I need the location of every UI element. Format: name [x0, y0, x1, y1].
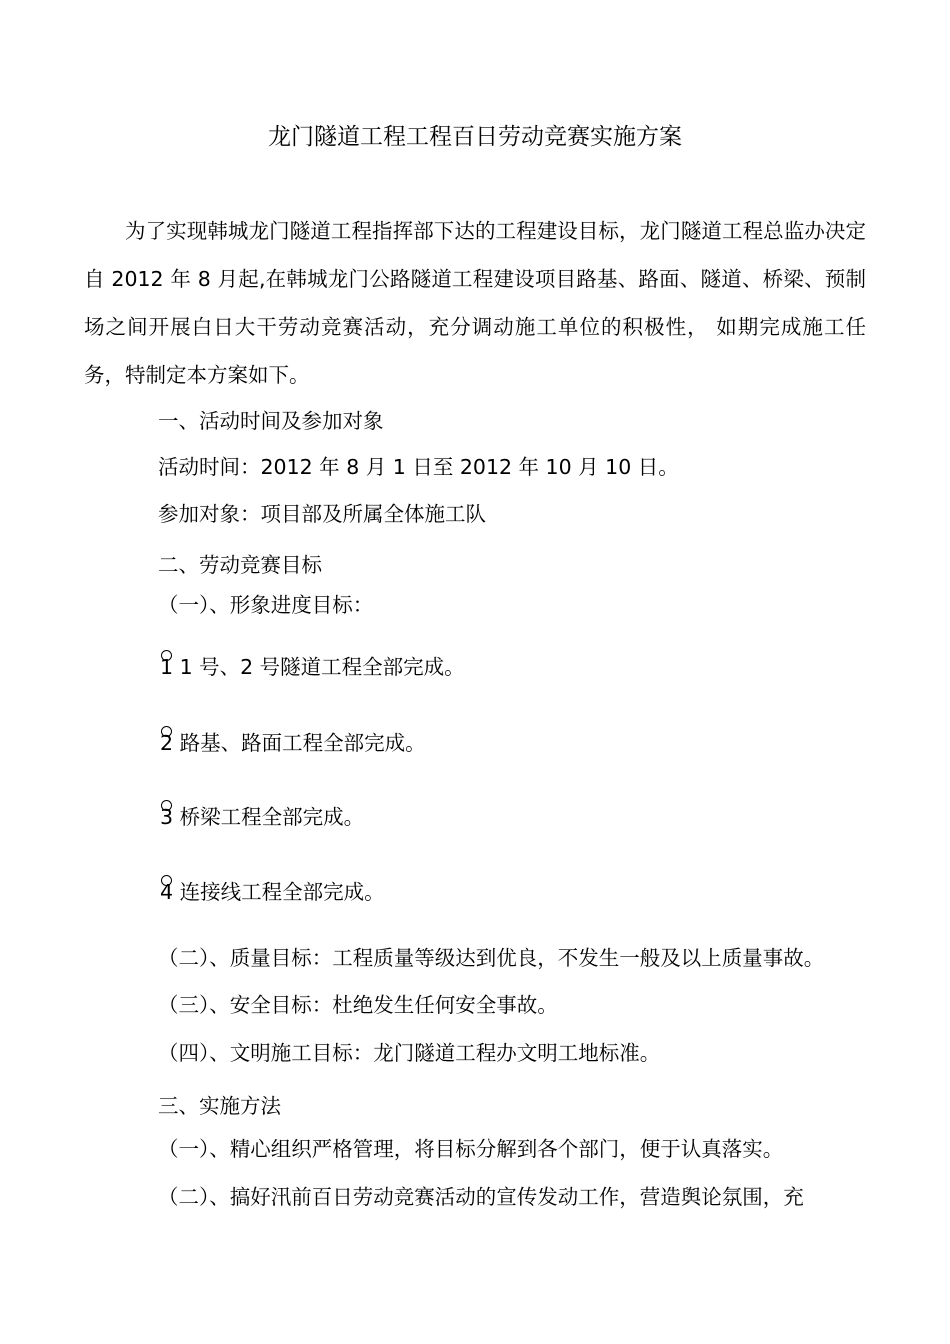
civilized-construction-goal: （四）、文明施工目标：龙门隧道工程办文明工地标准。	[158, 1041, 661, 1065]
intro-paragraph: 为了实现韩城龙门隧道工程指挥部下达的工程建设目标，龙门隧道工程总监办决定自 2012 年 8 月起,在韩城龙门公路隧道工程建设项目路基、路面、隧道、桥梁、预制场之间开展白日大干劳动竞赛活动，充分调动施工单位的积极性， 如期完成施工任务，特制定本方案如下。	[84, 219, 866, 387]
goal-item-1	[160, 652, 465, 682]
item-text: 1 号、2 号隧道工程全部完成。	[173, 655, 465, 679]
item-number: 4	[160, 877, 173, 907]
item-number: 2	[160, 728, 173, 758]
goal-item-3	[160, 802, 364, 832]
goal-item-4	[160, 877, 385, 907]
safety-goal: （三）、安全目标：杜绝发生任何安全事故。	[158, 993, 558, 1017]
section2-heading: 二、劳动竞赛目标	[158, 553, 322, 577]
quality-goal: （二）、质量目标：工程质量等级达到优良，不发生一般及以上质量事故。	[158, 946, 825, 970]
section1-heading: 一、活动时间及参加对象	[158, 409, 384, 433]
method-1: （一）、精心组织严格管理，将目标分解到各个部门，便于认真落实。	[158, 1137, 784, 1161]
item-number: 3	[160, 802, 173, 832]
progress-goal-heading: （一）、形象进度目标：	[158, 593, 374, 617]
item-text: 连接线工程全部完成。	[173, 880, 385, 904]
method-2: （二）、搞好汛前百日劳动竞赛活动的宣传发动工作，营造舆论氛围，充	[158, 1185, 804, 1209]
goal-item-2	[160, 728, 426, 758]
item-text: 桥梁工程全部完成。	[173, 805, 365, 829]
participants: 参加对象：项目部及所属全体施工队	[158, 502, 486, 526]
activity-time: 活动时间：2012 年 8 月 1 日至 2012 年 10 月 10 日。	[158, 455, 679, 479]
document-title: 龙门隧道工程工程百日劳动竞赛实施方案	[268, 124, 682, 150]
section3-heading: 三、实施方法	[158, 1094, 281, 1118]
item-number: 1	[160, 652, 173, 682]
item-text: 路基、路面工程全部完成。	[173, 731, 426, 755]
